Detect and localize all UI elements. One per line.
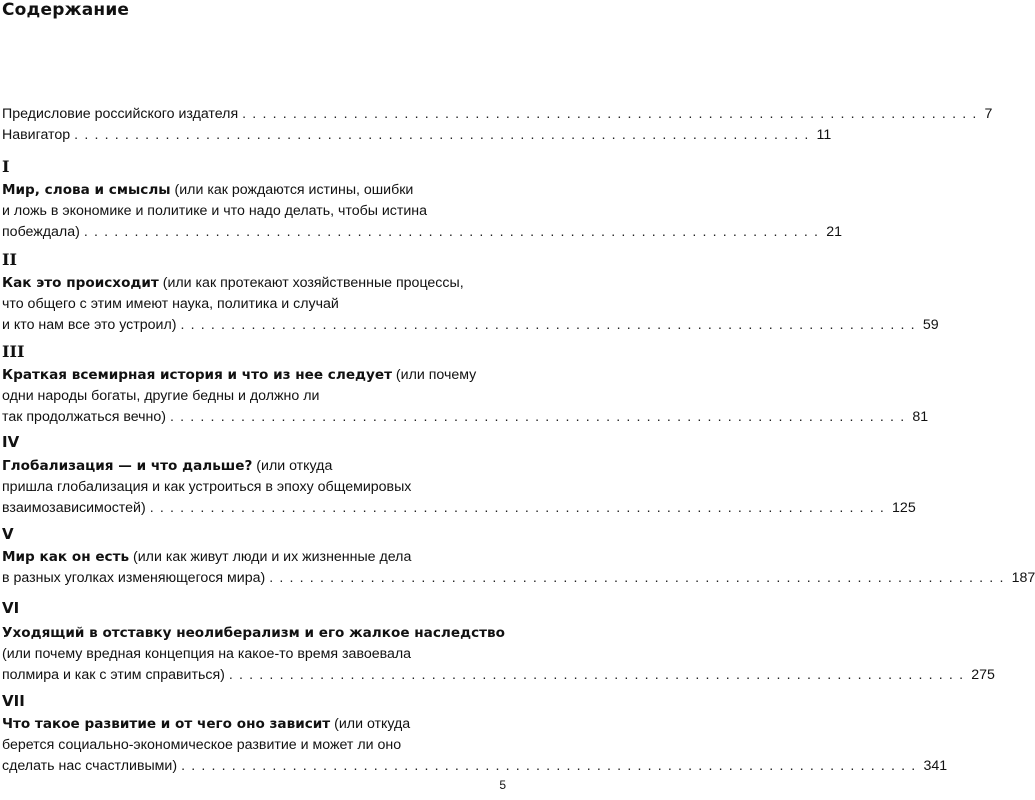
chapter-subtitle: и ложь в экономике и политике и что надо делать, чтобы истина	[2, 203, 428, 219]
chapter-numeral: I	[2, 157, 10, 176]
chapter-subtitle: полмира и как с этим справиться)	[2, 667, 225, 683]
chapter-subtitle: (или почему	[391, 367, 477, 383]
chapter-title: Как это происходит	[2, 275, 159, 291]
chapter-subtitle: побеждала)	[2, 224, 80, 240]
chapter-subtitle: одни народы богаты, другие бедны и должно ли	[2, 388, 320, 404]
toc-page-number: 81	[912, 409, 929, 425]
chapter-subtitle: (или откуда	[252, 458, 333, 474]
chapter-numeral: VI	[2, 599, 20, 617]
toc-chapter-3[interactable]	[2, 365, 929, 428]
leader-dots: .........................................................................	[74, 127, 815, 143]
leader-dots: .........................................................................	[149, 500, 891, 516]
toc-page-number: 341	[923, 758, 948, 774]
chapter-title: Краткая всемирная история и что из нее следует	[2, 367, 392, 383]
chapter-subtitle: (или почему вредная концепция на какое-то время завоевала	[2, 646, 412, 662]
chapter-numeral: IV	[2, 433, 20, 451]
chapter-subtitle: в разных уголках изменяющегося мира)	[2, 570, 266, 586]
toc-chapter-5[interactable]	[2, 547, 1035, 589]
leader-dots: .........................................................................	[228, 667, 970, 683]
chapter-title: Глобализация — и что дальше?	[2, 458, 253, 474]
toc-chapter-4[interactable]	[2, 456, 916, 519]
chapter-subtitle: сделать нас счастливыми)	[2, 758, 178, 774]
toc-front-matter	[2, 104, 993, 146]
toc-entry-text: Навигатор	[2, 127, 71, 143]
chapter-title: Что такое развитие и от чего оно зависит	[2, 716, 331, 732]
chapter-numeral: III	[2, 342, 25, 361]
chapter-subtitle: пришла глобализация и как устроиться в эпоху общемировых	[2, 479, 412, 495]
chapter-subtitle: (или как живут люди и их жизненные дела	[129, 549, 412, 565]
leader-dots: .........................................................................	[269, 570, 1010, 586]
toc-entry-text: Предисловие российского издателя	[2, 106, 239, 122]
leader-dots: .........................................................................	[169, 409, 911, 425]
toc-page-number: 275	[971, 667, 995, 683]
chapter-numeral: VII	[2, 692, 25, 710]
leader-dots: .........................................................................	[242, 106, 983, 122]
chapter-subtitle: взаимозависимостей)	[2, 500, 146, 516]
chapter-subtitle: и кто нам все это устроил)	[2, 317, 177, 333]
chapter-title: Мир, слова и смыслы	[2, 182, 171, 198]
chapter-numeral: V	[2, 525, 14, 543]
toc-page-number: 187	[1011, 570, 1035, 586]
leader-dots: .........................................................................	[83, 224, 825, 240]
toc-chapter-7[interactable]	[2, 714, 948, 777]
toc-page-number: 7	[984, 106, 993, 122]
chapter-subtitle: так продолжаться вечно)	[2, 409, 166, 425]
leader-dots: .........................................................................	[180, 317, 921, 333]
page-number: 5	[499, 778, 506, 792]
page-title: Содержание	[2, 0, 130, 20]
chapter-subtitle: что общего с этим имеют наука, политика и случай	[2, 296, 339, 312]
chapter-subtitle: (или откуда	[330, 716, 411, 732]
chapter-numeral: II	[2, 250, 17, 269]
toc-chapter-1[interactable]	[2, 180, 842, 243]
chapter-title: Уходящий в отставку неолиберализм и его жалкое наследство	[2, 625, 505, 641]
leader-dots: .........................................................................	[181, 758, 922, 774]
toc-page-number: 11	[816, 127, 832, 143]
chapter-subtitle: (или как протекают хозяйственные процессы,	[158, 275, 464, 291]
toc-chapter-2[interactable]	[2, 273, 939, 336]
chapter-title: Мир как он есть	[2, 549, 130, 565]
toc-entry-navigator[interactable]	[2, 125, 832, 146]
toc-chapter-6[interactable]	[2, 623, 995, 686]
toc-entry-preface[interactable]	[2, 104, 993, 125]
chapter-subtitle: берется социально-экономическое развитие и может ли оно	[2, 737, 402, 753]
chapter-subtitle: (или как рождаются истины, ошибки	[170, 182, 414, 198]
toc-page-number: 125	[892, 500, 916, 516]
toc-page-number: 59	[922, 317, 939, 333]
toc-page-number: 21	[826, 224, 842, 240]
